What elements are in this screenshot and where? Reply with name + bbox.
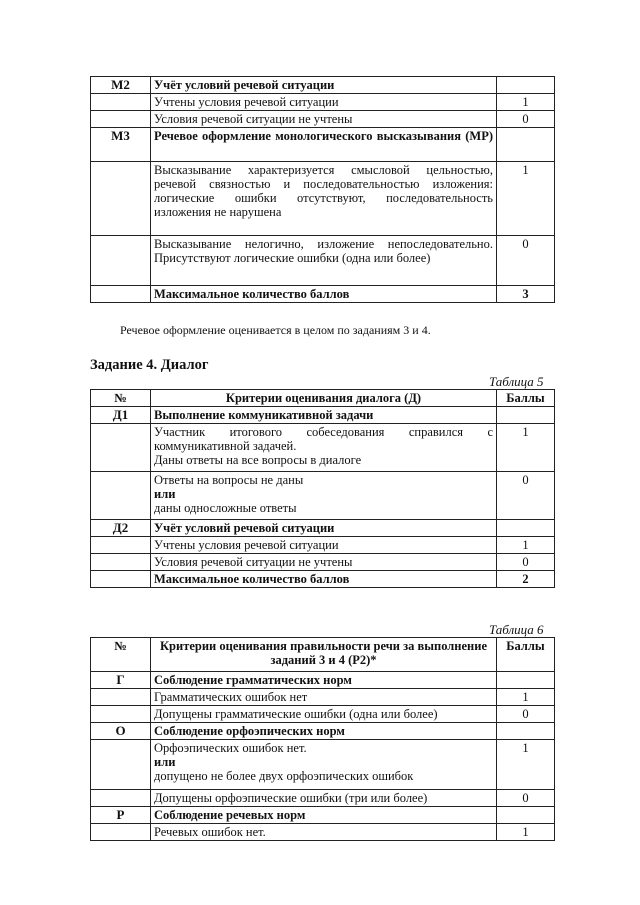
criterion-heading: Соблюдение грамматических норм — [151, 672, 497, 689]
column-header-criterion: Критерии оценивания правильности речи за выполнение заданий 3 и 4 (Р2)* — [151, 638, 497, 672]
max-score-label: Максимальное количество баллов — [151, 571, 497, 588]
criterion-text: Высказывание характеризуется смысловой цельностью, речевой связностью и последовательностью изложения: логические ошибки отсутствуют, последовательность изложения не нарушена — [151, 162, 497, 236]
score-cell: 0 — [497, 790, 555, 807]
speech-correctness-table — [90, 637, 555, 841]
table-header-row — [91, 390, 555, 407]
criterion-heading: Выполнение коммуникативной задачи — [151, 407, 497, 424]
table-row — [91, 740, 555, 790]
note-text: Речевое оформление оценивается в целом по заданиям 3 и 4. — [120, 323, 431, 337]
score-cell: 0 — [497, 111, 555, 128]
score-cell: 1 — [497, 824, 555, 841]
criterion-text: Высказывание нелогично, изложение непоследовательно. Присутствуют логические ошибки (одна или более) — [151, 236, 497, 286]
table-header-row — [91, 638, 555, 672]
criterion-code — [91, 236, 151, 286]
score-cell: 1 — [497, 94, 555, 111]
criterion-line: Орфоэпических ошибок нет. — [154, 741, 307, 755]
criterion-heading: Учёт условий речевой ситуации — [151, 520, 497, 537]
criterion-code: Д1 — [91, 407, 151, 424]
criterion-heading: Речевое оформление монологического высказывания (МР) — [151, 128, 497, 162]
table-row — [91, 424, 555, 472]
score-cell — [497, 407, 555, 424]
table-row — [91, 128, 555, 162]
table-row — [91, 236, 555, 286]
criterion-line: допущено не более двух орфоэпических ошибок — [154, 769, 414, 783]
criterion-text — [151, 424, 497, 472]
criterion-code — [91, 790, 151, 807]
table-row — [91, 472, 555, 520]
table-row — [91, 77, 555, 94]
criterion-text: Учтены условия речевой ситуации — [151, 94, 497, 111]
score-cell: 1 — [497, 162, 555, 236]
criterion-heading: Учёт условий речевой ситуации — [151, 77, 497, 94]
criterion-code — [91, 571, 151, 588]
score-cell — [497, 128, 555, 162]
score-cell: 1 — [497, 537, 555, 554]
table-row — [91, 689, 555, 706]
criterion-code: О — [91, 723, 151, 740]
table-row — [91, 824, 555, 841]
criterion-text: Учтены условия речевой ситуации — [151, 537, 497, 554]
table-row — [91, 111, 555, 128]
criterion-code — [91, 706, 151, 723]
criterion-code — [91, 824, 151, 841]
criterion-code — [91, 162, 151, 236]
criterion-text: Допущены орфоэпические ошибки (три или более) — [151, 790, 497, 807]
table-row — [91, 162, 555, 236]
criterion-line: или — [154, 755, 176, 769]
criterion-text: Допущены грамматические ошибки (одна или более) — [151, 706, 497, 723]
criterion-text: Грамматических ошибок нет — [151, 689, 497, 706]
column-header-criterion: Критерии оценивания диалога (Д) — [151, 390, 497, 407]
table-row — [91, 672, 555, 689]
score-cell: 0 — [497, 236, 555, 286]
criterion-code — [91, 554, 151, 571]
table-row — [91, 571, 555, 588]
criterion-code: Д2 — [91, 520, 151, 537]
criterion-code: Р — [91, 807, 151, 824]
score-cell — [497, 672, 555, 689]
column-header-number: № — [91, 390, 151, 407]
score-cell: 1 — [497, 689, 555, 706]
score-cell: 1 — [497, 740, 555, 790]
table-row — [91, 723, 555, 740]
criterion-line: Ответы на вопросы не даны — [154, 473, 304, 487]
criterion-heading: Соблюдение речевых норм — [151, 807, 497, 824]
criterion-code — [91, 472, 151, 520]
column-header-score: Баллы — [497, 638, 555, 672]
score-cell — [497, 77, 555, 94]
table-row — [91, 790, 555, 807]
table-row — [91, 706, 555, 723]
section-heading: Задание 4. Диалог — [90, 357, 209, 373]
score-cell — [497, 723, 555, 740]
max-score-label: Максимальное количество баллов — [151, 286, 497, 303]
score-cell: 0 — [497, 554, 555, 571]
table-row — [91, 94, 555, 111]
table-caption: Таблица 5 — [489, 374, 544, 389]
criterion-text — [151, 472, 497, 520]
table-row — [91, 286, 555, 303]
max-score-value: 2 — [497, 571, 555, 588]
criterion-heading: Соблюдение орфоэпических норм — [151, 723, 497, 740]
criterion-line: или — [154, 487, 176, 501]
column-header-score: Баллы — [497, 390, 555, 407]
column-header-number: № — [91, 638, 151, 672]
table-row — [91, 537, 555, 554]
criterion-text: Речевых ошибок нет. — [151, 824, 497, 841]
table-row — [91, 807, 555, 824]
score-cell — [497, 520, 555, 537]
score-cell: 0 — [497, 472, 555, 520]
max-score-value: 3 — [497, 286, 555, 303]
criterion-code: Г — [91, 672, 151, 689]
table-row — [91, 407, 555, 424]
score-cell: 0 — [497, 706, 555, 723]
criterion-code — [91, 94, 151, 111]
criterion-code — [91, 689, 151, 706]
criterion-text — [151, 740, 497, 790]
dialog-criteria-table — [90, 389, 555, 588]
criterion-code — [91, 111, 151, 128]
criterion-code — [91, 286, 151, 303]
criterion-code — [91, 740, 151, 790]
table-row — [91, 520, 555, 537]
criterion-code — [91, 537, 151, 554]
criterion-code: М2 — [91, 77, 151, 94]
criterion-code — [91, 424, 151, 472]
table-row — [91, 554, 555, 571]
criterion-line: Даны ответы на все вопросы в диалоге — [154, 453, 362, 467]
score-cell — [497, 807, 555, 824]
score-cell: 1 — [497, 424, 555, 472]
criterion-text: Условия речевой ситуации не учтены — [151, 111, 497, 128]
criterion-text: Условия речевой ситуации не учтены — [151, 554, 497, 571]
criteria-table-top — [90, 76, 555, 303]
table-caption: Таблица 6 — [489, 622, 544, 637]
criterion-line: Участник итогового собеседования справился с коммуникативной задачей. — [154, 425, 493, 453]
criterion-code: М3 — [91, 128, 151, 162]
criterion-line: даны односложные ответы — [154, 501, 297, 515]
